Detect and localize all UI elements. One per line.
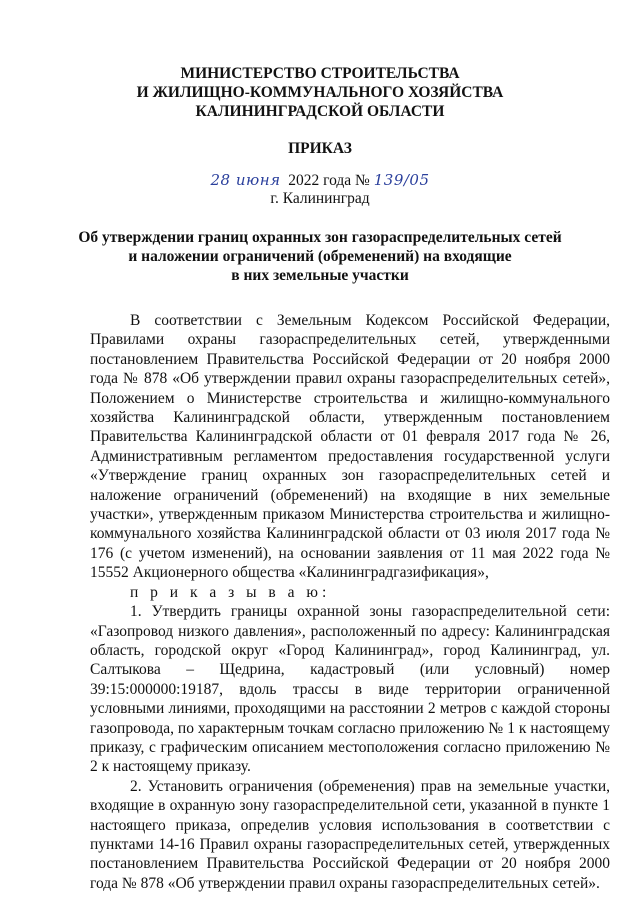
document-type: ПРИКАЗ xyxy=(288,140,352,157)
subject-line-2: и наложении ограничений (обременений) на входящие xyxy=(128,248,512,265)
date-line xyxy=(0,170,640,191)
item-2-paragraph: 2. Установить ограничения (обременения) прав на земельные участки, входящие в охранную зону газораспределительной сети, указанной в пункте 1 настоящего приказа, определив условия использования в соответствии с пунктами 14-16 Правил охраны газораспределительных сетей, утвержденных постановлением Правительства Российской Федерации от 20 ноября 2000 года № 878 «Об утверждении правил охраны газораспределительных сетей». xyxy=(90,777,610,892)
header-line-2: И ЖИЛИЩНО-КОММУНАЛЬНОГО ХОЗЯЙСТВА xyxy=(136,84,504,101)
subject-line-3: в них земельные участки xyxy=(231,267,409,284)
handwritten-number: 139/05 xyxy=(373,171,430,189)
item-1-paragraph: 1. Утвердить границы охранной зоны газораспределительной сети: «Газопровод низкого давления», расположенный по адресу: Калининградская область, городской округ «Город Калининград», город Калининград, ул. Салтыкова – Щедрина, кадастровый (или условный) номер 39:15:000000:19187, вдоль трассы в виде территории ограниченной условными линиями, проходящими на расстоянии 2 метров с каждой стороны газопровода, по характерным точкам согласно приложению № 1 к настоящему приказу, с графическим описанием местоположения согласно приложению № 2 к настоящему приказу. xyxy=(90,603,610,776)
order-word: п р и к а з ы в а ю: xyxy=(130,583,331,601)
document-subject xyxy=(0,228,640,285)
preamble-paragraph: В соответствии с Земельным Кодексом Российской Федерации, Правилами охраны газораспределительных сетей, утвержденными постановлением Правительства Российской Федерации от 20 ноября 2000 года № 878 «Об утверждении правил охраны газораспределительных сетей», Положением о Министерстве строительства и жилищно-коммунального хозяйства Калининградской области, утвержденным постановлением Правительства Калининградской области от 01 февраля 2017 года № 26, Административным регламентом предоставления государственной услуги «Утверждение границ охранных зон газораспределительных сетей и наложение ограничений (обременений) на входящие в них земельные участки», утвержденным приказом Министерства строительства и жилищно-коммунального хозяйства Калининградской области от 03 июля 2017 года № 176 (с учетом изменений), на основании заявления от 11 мая 2022 года № 15552 Акционерного общества «Калининградгазификация», xyxy=(90,312,610,582)
ministry-header xyxy=(0,64,640,121)
header-line-3: КАЛИНИНГРАДСКОЙ ОБЛАСТИ xyxy=(195,103,445,120)
subject-line-1: Об утверждении границ охранных зон газораспределительных сетей xyxy=(78,229,562,246)
year-text: 2022 года № xyxy=(288,172,370,189)
handwritten-date: 28 июня xyxy=(210,171,281,189)
city-line: г. Калининград xyxy=(270,190,370,207)
document-body xyxy=(90,311,610,893)
header-line-1: МИНИСТЕРСТВО СТРОИТЕЛЬСТВА xyxy=(180,65,460,82)
